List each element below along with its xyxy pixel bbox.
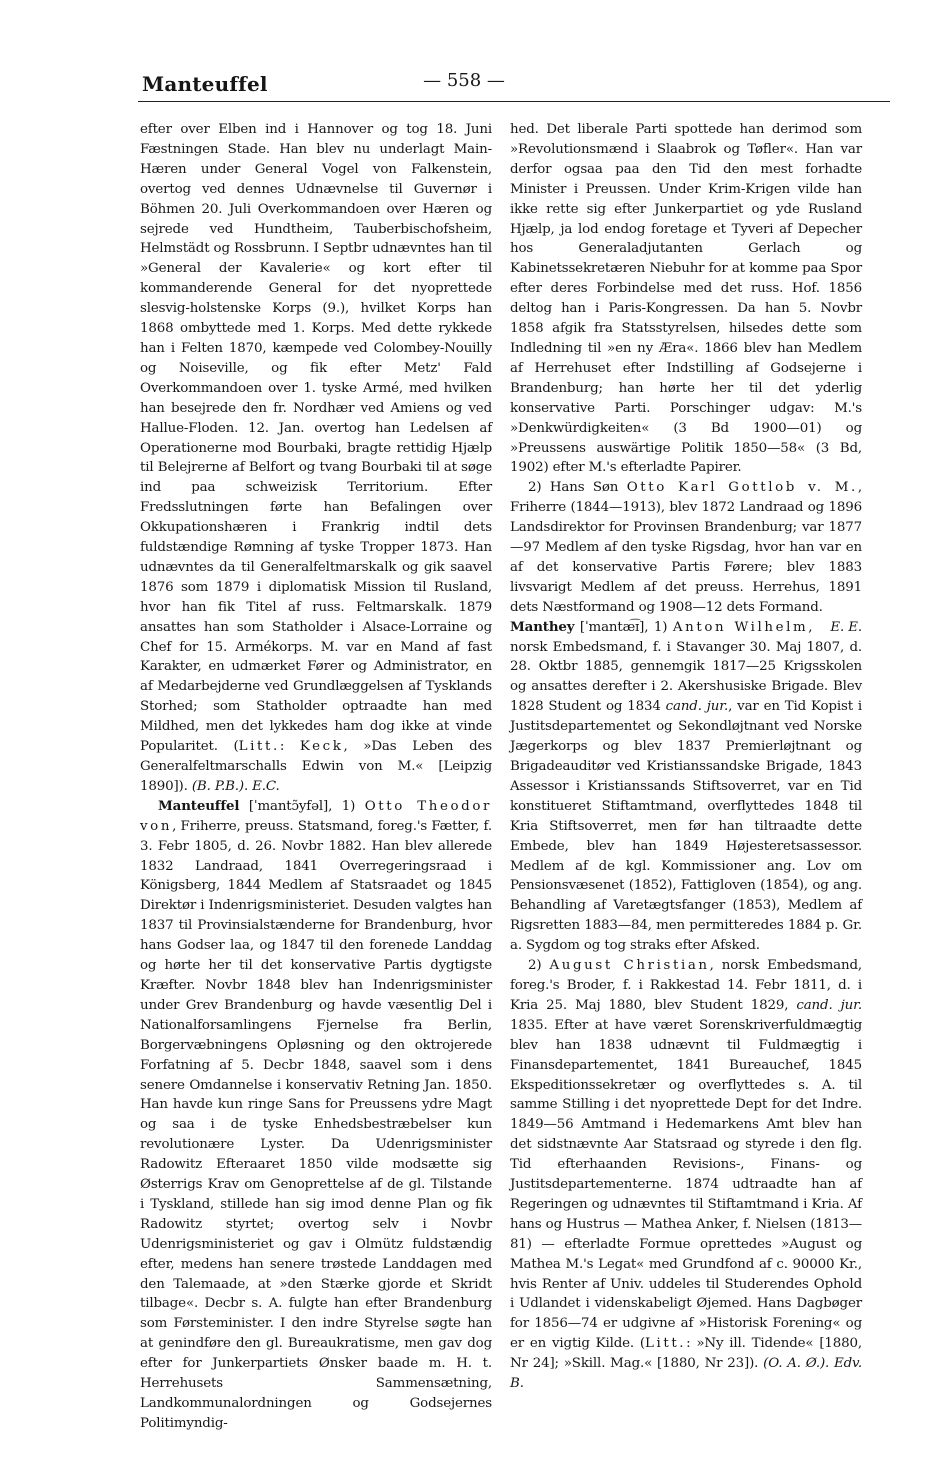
header-rule (138, 101, 890, 102)
entry-headword: Manthey (510, 618, 575, 635)
litt-label: Litt. (644, 1336, 687, 1352)
entry-text: hed. Det liberale Parti spottede han derimod som »Revolutionsmænd i Slaabrok og Tøfler«. Han var derfor ogsaa paa den Tid den mest forhadte Minister i Preussen. Under Krim-Krigen vilde han ikke rette sig efter Junkerpartiet og yde Rusland Hjælp, ja lod endog foretage et Tyveri af Depecher hos Generaladjutanten Gerlach og Kabinetssekretæren Niebuhr for at komme paa Spor efter deres Forbindelse med det russ. Hof. 1856 deltog han i Paris-Kongressen. Da han 5. Novbr 1858 afgik fra Statsstyrelsen, hilsedes dette som Indledning til »en ny Æra«. 1866 blev han Medlem af Herrehuset efter Indstilling af Godsejerne i Brandenburg; han hørte her til det yderlig konservative Parti. Porschinger udgav: M.'s »Denkwürdigkeiten« (3 Bd 1900—01) og »Preussens auswärtige Politik 1850—58« (3 Bd, 1902) efter M.'s efterladte Papirer. (510, 122, 862, 476)
entry-manteuffel-otto-continued (510, 120, 862, 478)
degree: cand. jur. (796, 997, 862, 1013)
entry-manteuffel-otto (140, 797, 492, 1434)
entry-signature: (O. A. Ø.). Edv. B. (510, 1356, 862, 1392)
entry-manteuffel-otto-karl: 2) Hans Søn Otto Karl Gottlob v. M., Friherre (1844—1913), blev 1872 Landraad og 1896 Landsdirektor for Provinsen Brandenburg; var 1877—97 Medlem af den tyske Rigsdag, hvor han var en af det konservative Partis Førere; blev 1883 livsvarigt Medlem af det preuss. Herrehus, 1891 dets Næstformand og 1908—12 dets Formand. E. E. (510, 478, 862, 617)
entry-signature: E. E. (830, 619, 862, 635)
entry-manthey-august: 2) August Christian, norsk Embedsmand, foreg.'s Broder, f. i Rakkestad 14. Febr 1811, d. i Kria 25. Maj 1880, blev Student 1829, cand. jur. 1835. Efter at have været Sorenskriverfuldmægtig blev han 1838 udnævnt til Fuldmægtig i Finansdepartementet, 1841 Bureauchef, 1845 Ekspeditionssekretær og overflyttedes s. A. til samme Stilling i det nyoprettede Dept for det Indre. 1849—56 Amtmand i Hedemarkens Amt blev han det sidstnævnte Aar Statsraad og styrede i den flg. Tid efterhaanden Revisions-, Finans- og Justitsdepartementerne. 1874 udtraadte han af Regeringen og udnævntes til Stiftamtmand i Kria. Af hans og Hustrus — Mathea Anker, f. Nielsen (1813—81) — efterladte Formue oprettedes »August og Mathea M.'s Legat« med Grundfond af c. 90000 Kr., hvis Renter af Univ. uddeles til Studerendes Ophold i Udlandet i videnskabeligt Øjemed. Hans Dagbøger for 1856—74 er udgivne af »Historisk Forening« og er en vigtig Kilde. (Litt.: »Ny ill. Tidende« [1880, Nr 24]; »Skill. Mag.« [1880, Nr 23]). (O. A. Ø.). Edv. B. (510, 958, 862, 1392)
entry-text: , Friherre, preuss. Statsmand, foreg.'s Fætter, f. 3. Febr 1805, d. 26. Novbr 1882. Han blev allerede 1832 Landraad, 1841 Overregeringsraad i Königsberg, 1844 Medlem af Statsraadet og 1845 Direktør i Indenrigsministeriet. Desuden valgtes han 1837 til Provinsialstænderne for Brandenburg, hvor hans Godser laa, og 1847 til den forenede Landdag og hørte her til det konservative Partis dygtigste Kræfter. Novbr 1848 blev han Indenrigsminister under Grev Brandenburg og havde væsentlig Del i Nationalforsamlingens Fjernelse fra Berlin, Borgervæbningens Opløsning og den oktrojerede Forfatning af 5. Decbr 1848, saavel som i dens senere Omdannelse i konservativ Retning Jan. 1850. Han havde kun ringe Sans for Preussens ydre Magt og saa i de tyske Enhedsbestræbelser kun revolutionære Lyster. Da Udenrigsminister Radowitz Efteraaret 1850 vilde modsætte sig Østerrigs Krav om Genoprettelse af de gl. Tilstande i Tyskland, stillede han sig imod denne Plan og fik Radowitz styrtet; overtog selv i Novbr Udenrigsministeriet og gav i Olmütz fuldstændig efter, medens han senere trøstede Landdagen med den Talemaade, at »den Stærke gjorde et Skridt tilbage«. Decbr s. A. fulgte han efter Brandenburg som Førsteminister. I den indre Styrelse søgte han at genindføre den gl. Bureaukratisme, men gav dog efter for Junkerpartiets Ønsker baade m. H. t. Herrehusets Sammensætning, Landkommunalordningen og Godsejernes Politimyndig- (140, 818, 492, 1431)
person-name: Otto Karl Gottlob v. M. (626, 480, 858, 496)
entry-text: , var en Tid Kopist i Justitsdepartementet og Sekondløjtnant ved Norske Jægerkorps og blev 1837 Premierløjtnant og Brigadeauditør ved Kristianssandske Brigade, 1843 Assessor i Kristianssands Stiftsoverret, var en Tid konstitueret Stiftamtmand, overflyttedes 1848 til Kria Stiftsoverret, men før han tiltraadte dette Embede, blev han 1849 Højesteretsassessor. Medlem af de kgl. Kommissioner ang. Lov om Pensionsvæsenet (1852), Fattigloven (1854), og ang. Behandling af Varetægtsfanger (1853), Medlem af Rigsretten 1883—84, men permitteredes 1884 p. Gr. a. Sygdom og tog straks efter Afsked. (510, 699, 862, 954)
page-header (0, 68, 928, 104)
person-name: August Christian (549, 958, 710, 974)
entry-manthey-anton (510, 618, 862, 956)
entry-text: efter over Elben ind i Hannover og tog 18. Juni Fæstningen Stade. Han blev nu underlagt Main-Hæren under General Vogel von Falkenstein, overtog ved dennes Udnævnelse til Guvernør i Böhmen 20. Juli Overkommandoen over Hæren og sejrede ved Hundtheim, Tauberbischofsheim, Helmstädt og Rossbrunn. I Septbr udnævntes han til »General der Kavalerie« og kort efter til kommanderende General for det nyoprettede slesvig-holstenske Korps (9.), hvilket Korps han 1868 ombyttede med 1. Korps. Med dette rykkede han i Felten 1870, kæmpede ved Colombey-Nouilly og Noiseville, og fik efter Metz' Fald Overkommandoen over 1. tyske Armé, med hvilken han besejrede den fr. Nordhær ved Amiens og ved Hallue-Floden. 12. Jan. overtog han Ledelsen af Operationerne mod Bourbaki, bragte rettidig Hjælp til Belejrerne af Belfort og tvang Bourbaki til at søge ind paa schweizisk Territorium. Efter Fredsslutningen førte han Befalingen over Okkupationshæren i Frankrig indtil dets fuldstændige Rømning af tyske Tropper 1873. Han udnævntes da til Generalfeltmarskalk og gik saavel 1876 som 1879 i diplomatisk Mission til Rusland, hvor han fik Titel af russ. Feltmarskalk. 1879 ansattes han som Statholder i Alsace-Lorraine og Chef for 15. Armékorps. M. var en Mand af fast Karakter, en udmærket Fører og Administrator, en af Medarbejderne ved Grundlæggelsen af Tysklands Storhed; som Statholder optraadte han med Mildhed, men det lykkedes ham dog ikke at vinde Popularitet. ( (140, 122, 492, 755)
entry-text: , norsk Embedsmand, f. i Stavanger 30. Maj 1807, d. 28. Oktbr 1885, gennemgik 1817—25 Krigsskolen og ansattes derefter i 2. Akershusiske Brigade. Blev 1828 Student og 1834 (510, 619, 862, 715)
entry-signature: (B. P.B.). E.C. (191, 778, 280, 794)
left-column (140, 120, 492, 1434)
entry-text: 1835. Efter at have været Sorenskriverfuldmægtig blev han 1838 udnævnt til Fuldmægtig i Finansdepartementet, 1841 Bureauchef, 1845 Ekspeditionssekretær og overflyttedes s. A. til samme Stilling i det nyoprettede Dept for det Indre. 1849—56 Amtmand i Hedemarkens Amt blev han det sidstnævnte Aar Statsraad og styrede i den flg. Tid efterhaanden Revisions-, Finans- og Justitsdepartementerne. 1874 udtraadte han af Regeringen og udnævntes til Stiftamtmand i Kria. Af hans og Hustrus — Mathea Anker, f. Nielsen (1813—81) — efterladte Formue oprettedes »August og Mathea M.'s Legat« med Grundfond af c. 90000 Kr., hvis Renter af Univ. uddeles til Studerendes Ophold i Udlandet i videnskabeligt Øjemed. Hans Dagbøger for 1856—74 er udgivne af »Historisk Forening« og er en vigtig Kilde. ( (510, 1017, 862, 1352)
entry-headword: Manteuffel (158, 797, 240, 814)
person-name: Otto Theodor von (140, 798, 492, 834)
page-number: — 558 — (423, 70, 505, 91)
running-head: Manteuffel (142, 72, 268, 96)
entry-text: , norsk Embedsmand, foreg.'s Broder, f. i Rakkestad 14. Febr 1811, d. i Kria 25. Maj 1880, blev Student 1829, (510, 958, 862, 1013)
right-column (510, 120, 862, 1394)
pronunciation: [ˈmantæ͡ɪ], 1) (574, 619, 673, 635)
author-keck: Keck (299, 739, 344, 755)
entry-text: , Friherre (1844—1913), blev 1872 Landraad og 1896 Landsdirektor for Provinsen Brandenburg; var 1877—97 Medlem af den tyske Rigsdag, hvor han var en af det konservative Partis Førere; blev 1883 livsvarigt Medlem af det preuss. Herrehus, 1891 dets Næstformand og 1908—12 dets Formand. (510, 480, 862, 615)
entry-manteuffel-edwin-continued: efter over Elben ind i Hannover og tog 18. Juni Fæstningen Stade. Han blev nu underlagt Main-Hæren under General Vogel von Falkenstein, overtog ved dennes Udnævnelse til Guvernør i Böhmen 20. Juli Overkommandoen over Hæren og sejrede ved Hundtheim, Tauberbischofsheim, Helmstädt og Rossbrunn. I Septbr udnævntes han til »General der Kavalerie« og kort efter til kommanderende General for det nyoprettede slesvig-holstenske Korps (9.), hvilket Korps han 1868 ombyttede med 1. Korps. Med dette rykkede han i Felten 1870, kæmpede ved Colombey-Nouilly og Noiseville, og fik efter Metz' Fald Overkommandoen over 1. tyske Armé, med hvilken han besejrede den fr. Nordhær ved Amiens og ved Hallue-Floden. 12. Jan. overtog han Ledelsen af Operationerne mod Bourbaki, bragte rettidig Hjælp til Belejrerne af Belfort og tvang Bourbaki til at søge ind paa schweizisk Territorium. Efter Fredsslutningen førte han Befalingen over Okkupationshæren i Frankrig indtil dets fuldstændige Rømning af tyske Tropper 1873. Han udnævntes da til Generalfeltmarskalk og gik saavel 1876 som 1879 i diplomatisk Mission til Rusland, hvor han fik Titel af russ. Feltmarskalk. 1879 ansattes han som Statholder i Alsace-Lorraine og Chef for 15. Armékorps. M. var en Mand af fast Karakter, en udmærket Fører og Administrator, en af Medarbejderne ved Grundlæggelsen af Tysklands Storhed; som Statholder optraadte han med Mildhed, men det lykkedes ham dog ikke at vinde Popularitet. (Litt.: Keck, »Das Leben des Generalfeltmarschalls Edwin von M.« [Leipzig 1890]). (B. P.B.). E.C. (140, 122, 493, 794)
person-name: Anton Wilhelm (672, 619, 809, 635)
litt-label: Litt. (238, 739, 280, 755)
degree: cand. jur. (665, 699, 729, 715)
pronunciation: [ˈmantɔ̃yfəl], 1) (239, 798, 365, 814)
